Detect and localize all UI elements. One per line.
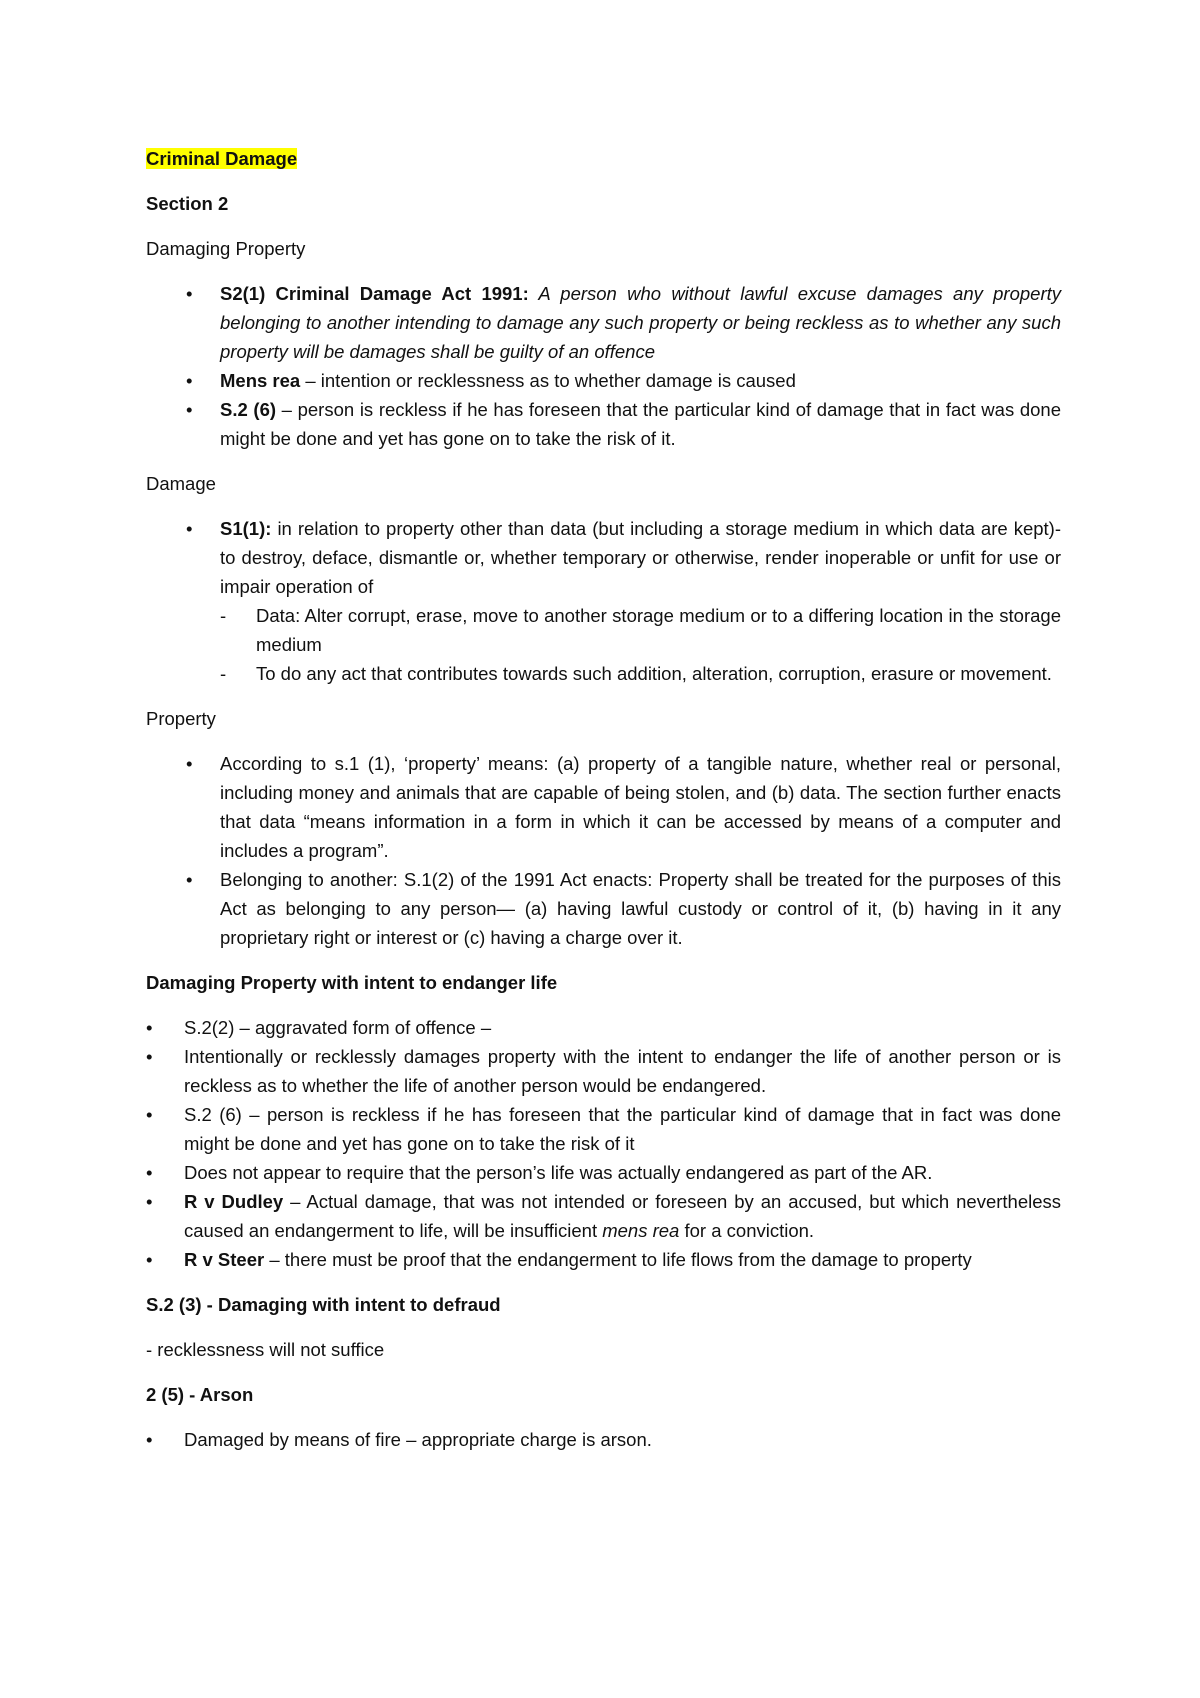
damaging-property-heading: Damaging Property [146, 238, 306, 259]
defraud-text: - recklessness will not suffice [146, 1339, 385, 1360]
case-name: R v Steer [184, 1249, 265, 1270]
endanger-life-list [146, 1013, 1061, 1274]
sub-list-item: - Data: Alter corrupt, erase, move to another storage medium or to a differing location in the storage medium [220, 601, 1061, 659]
property-list [146, 749, 1061, 952]
list-item [146, 1245, 1061, 1274]
statute-text: A person who without lawful excuse damages any property belonging to another intending to damage any such property or being reckless as to whether any such property will be damages shall be guilty of an offence [220, 283, 1062, 362]
list-item [146, 395, 1061, 453]
case-text: – there must be proof that the endangerment to life flows from the damage to property [264, 1249, 972, 1270]
damage-list [146, 514, 1061, 688]
damage-sublist [220, 601, 1061, 688]
statute-text: in relation to property other than data (but including a storage medium in which data are kept)- to destroy, deface, dismantle or, whether temporary or otherwise, render inoperable or unfit for use or impair operation of [220, 518, 1061, 597]
property-heading: Property [146, 708, 216, 729]
list-item: • Belonging to another: S.1(2) of the 1991 Act enacts: Property shall be treated for the purposes of this Act as belonging to any person— (a) having lawful custody or control of it, (b) having in it any proprietary right or interest or (c) having a charge over it. [146, 865, 1061, 952]
arson-list [146, 1425, 1061, 1454]
defraud-heading: S.2 (3) - Damaging with intent to defraud [146, 1294, 501, 1315]
list-item [146, 1187, 1061, 1245]
case-text: – Actual damage, that was not intended or foreseen by an accused, but which nevertheless caused an endangerment to life, will be insufficient [184, 1191, 1062, 1241]
case-text: for a conviction. [679, 1220, 815, 1241]
statute-ref: S1(1): [220, 518, 272, 539]
list-item [146, 279, 1061, 366]
damage-heading: Damage [146, 473, 216, 494]
section-heading: Section 2 [146, 193, 229, 214]
list-item: • S.2(2) – aggravated form of offence – [146, 1013, 1061, 1042]
document-body [146, 144, 1061, 1470]
damaging-property-list [146, 279, 1061, 453]
sub-list-item: - To do any act that contributes towards such addition, alteration, corruption, erasure or movement. [220, 659, 1061, 688]
term-text: – intention or recklessness as to whether damage is caused [300, 370, 796, 391]
statute-ref: S.2 (6) [220, 399, 277, 420]
term-label: Mens rea [220, 370, 301, 391]
list-item: • Does not appear to require that the person’s life was actually endangered as part of the AR. [146, 1158, 1061, 1187]
case-term: mens rea [602, 1220, 680, 1241]
arson-heading: 2 (5) - Arson [146, 1384, 254, 1405]
list-item [146, 366, 1061, 395]
endanger-life-heading: Damaging Property with intent to endanger life [146, 972, 558, 993]
list-item: • Intentionally or recklessly damages property with the intent to endanger the life of another person or is reckless as to whether the life of another person would be endangered. [146, 1042, 1061, 1100]
list-item: • According to s.1 (1), ‘property’ means: (a) property of a tangible nature, whether real or personal, including money and animals that are capable of being stolen, and (b) data. The section further enacts that data “means information in a form in which it can be accessed by means of a computer and includes a program”. [146, 749, 1061, 865]
document-title [146, 144, 1061, 173]
list-item [146, 514, 1061, 688]
list-item: • Damaged by means of fire – appropriate charge is arson. [146, 1425, 1061, 1454]
list-item: • S.2 (6) – person is reckless if he has foreseen that the particular kind of damage that in fact was done might be done and yet has gone on to take the risk of it [146, 1100, 1061, 1158]
title-highlight: Criminal Damage [146, 148, 298, 169]
statute-text: – person is reckless if he has foreseen that the particular kind of damage that in fact was done might be done and yet has gone on to take the risk of it. [220, 399, 1061, 449]
statute-ref: S2(1) Criminal Damage Act 1991: [220, 283, 529, 304]
case-name: R v Dudley [184, 1191, 284, 1212]
